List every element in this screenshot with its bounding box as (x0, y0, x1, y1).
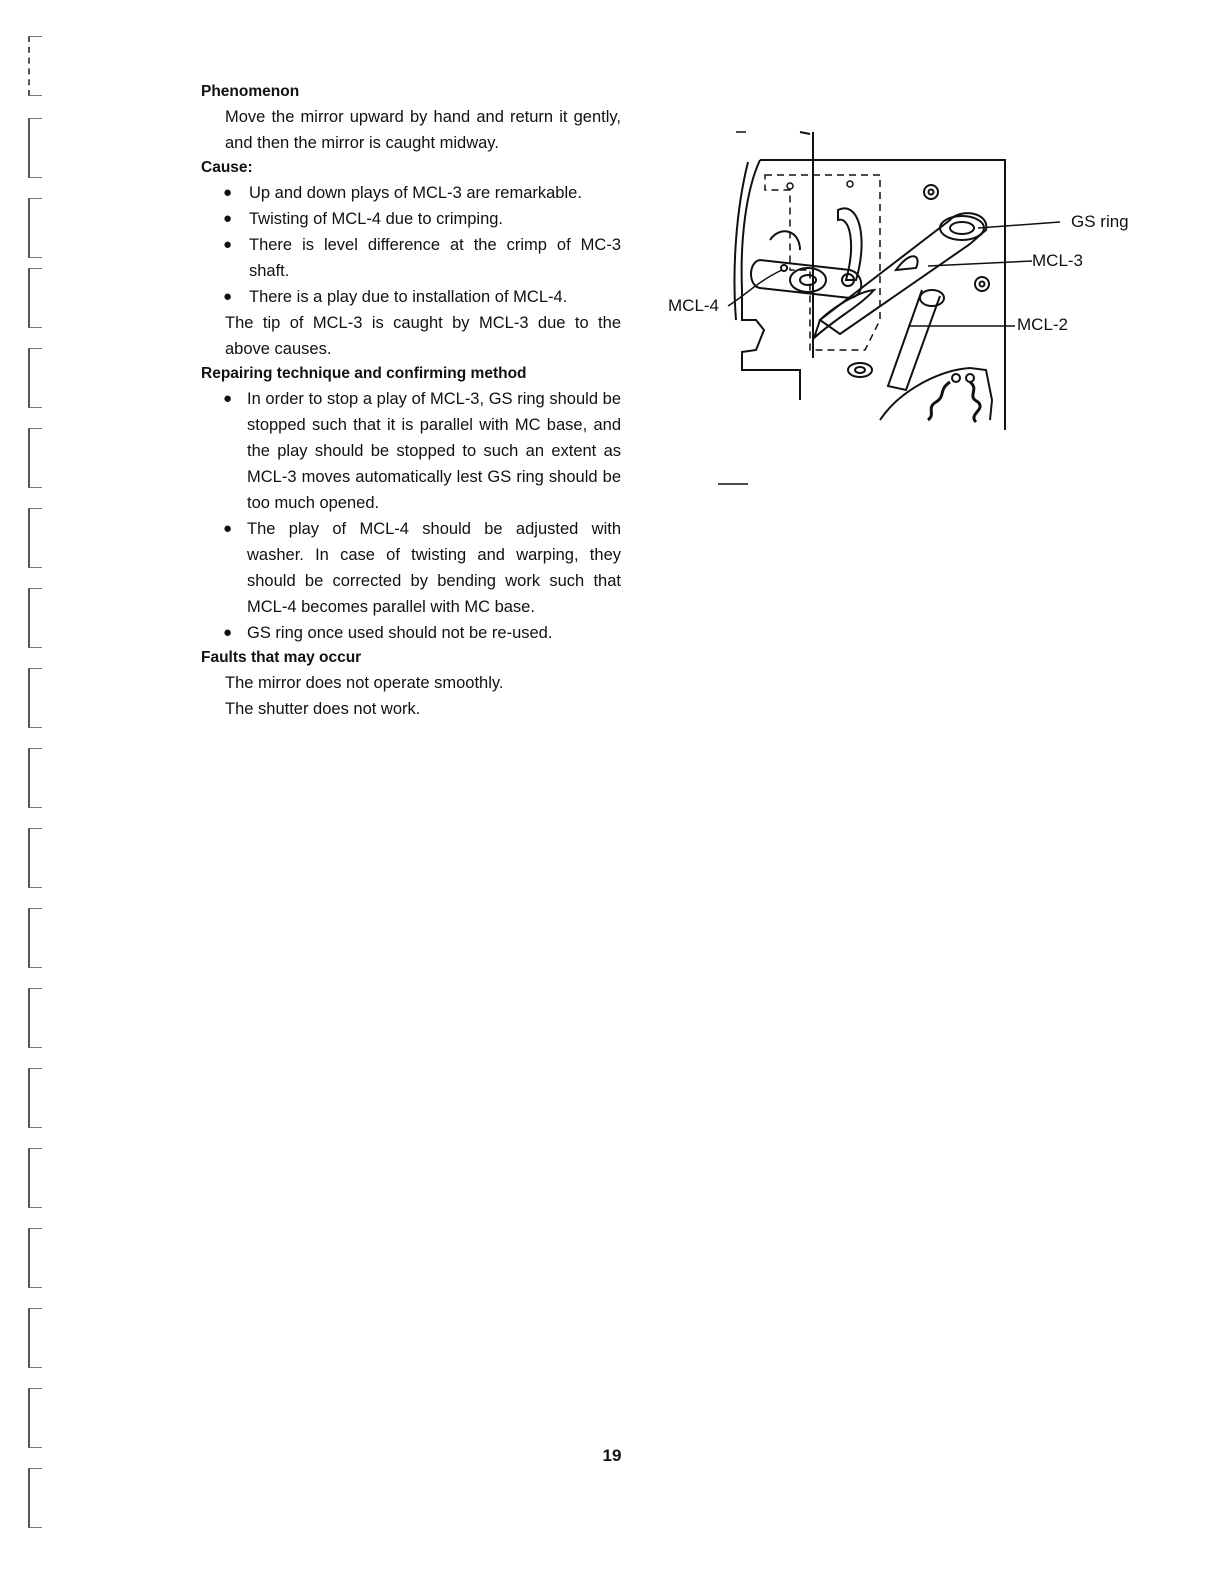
page-number: 19 (602, 1446, 622, 1465)
repair-item: ● The play of MCL-4 should be adjusted with washer. In case of twisting and warping, they should be corrected by bending work such that MCL-4 becomes parallel with MC base. (201, 516, 621, 620)
binder-mark (28, 508, 42, 568)
cause-item: ● Up and down plays of MCL-3 are remarkable. (201, 180, 621, 206)
fault-line: The mirror does not operate smoothly. (225, 674, 504, 692)
callout-mcl3: MCL-3 (1032, 251, 1084, 270)
binder-mark (28, 1148, 42, 1208)
binder-mark (28, 348, 42, 408)
phenomenon-text: Move the mirror upward by hand and return it gently, and then the mirror is caught midway. (225, 108, 621, 152)
binder-mark (28, 588, 42, 648)
cause-item: ● Twisting of MCL-4 due to crimping. (201, 206, 621, 232)
repair-item: ● In order to stop a play of MCL-3, GS ring should be stopped such that it is parallel with MC base, and the play should be stopped to such an extent as MCL-3 moves automatically lest GS ring should be too much opened. (201, 386, 621, 516)
binder-mark (28, 828, 42, 888)
cause-conclusion: The tip of MCL-3 is caught by MCL-3 due to the above causes. (225, 314, 621, 358)
mechanism-illustration (660, 120, 1160, 500)
callout-mcl4: MCL-4 (668, 296, 720, 315)
cause-item: ● There is level difference at the crimp of MC-3 shaft. (201, 232, 621, 284)
faults-heading: Faults that may occur (201, 649, 362, 666)
binder-mark (28, 268, 42, 328)
binder-mark (28, 1308, 42, 1368)
binder-mark (28, 988, 42, 1048)
repair-item: ● GS ring once used should not be re-used. (201, 620, 621, 646)
binder-mark (28, 668, 42, 728)
binder-mark (28, 1388, 42, 1448)
callout-gs-ring: GS ring (1071, 212, 1129, 231)
cause-list (201, 180, 621, 310)
cause-heading: Cause: (201, 159, 253, 176)
binder-mark (28, 748, 42, 808)
mechanism-drawing (660, 120, 1160, 500)
phenomenon-heading: Phenomenon (201, 83, 300, 100)
callout-mcl2: MCL-2 (1017, 315, 1069, 334)
repair-list (201, 386, 621, 646)
binder-mark (28, 118, 42, 178)
binder-mark (28, 1228, 42, 1288)
binder-mark (28, 1068, 42, 1128)
fault-line: The shutter does not work. (225, 700, 421, 718)
repair-heading: Repairing technique and confirming method (201, 365, 527, 382)
binder-mark (28, 428, 42, 488)
binder-mark (28, 1468, 42, 1528)
binder-mark (28, 908, 42, 968)
binder-mark (28, 198, 42, 258)
cause-item: ● There is a play due to installation of MCL-4. (201, 284, 621, 310)
text-column (201, 80, 621, 722)
binder-mark (28, 36, 42, 96)
